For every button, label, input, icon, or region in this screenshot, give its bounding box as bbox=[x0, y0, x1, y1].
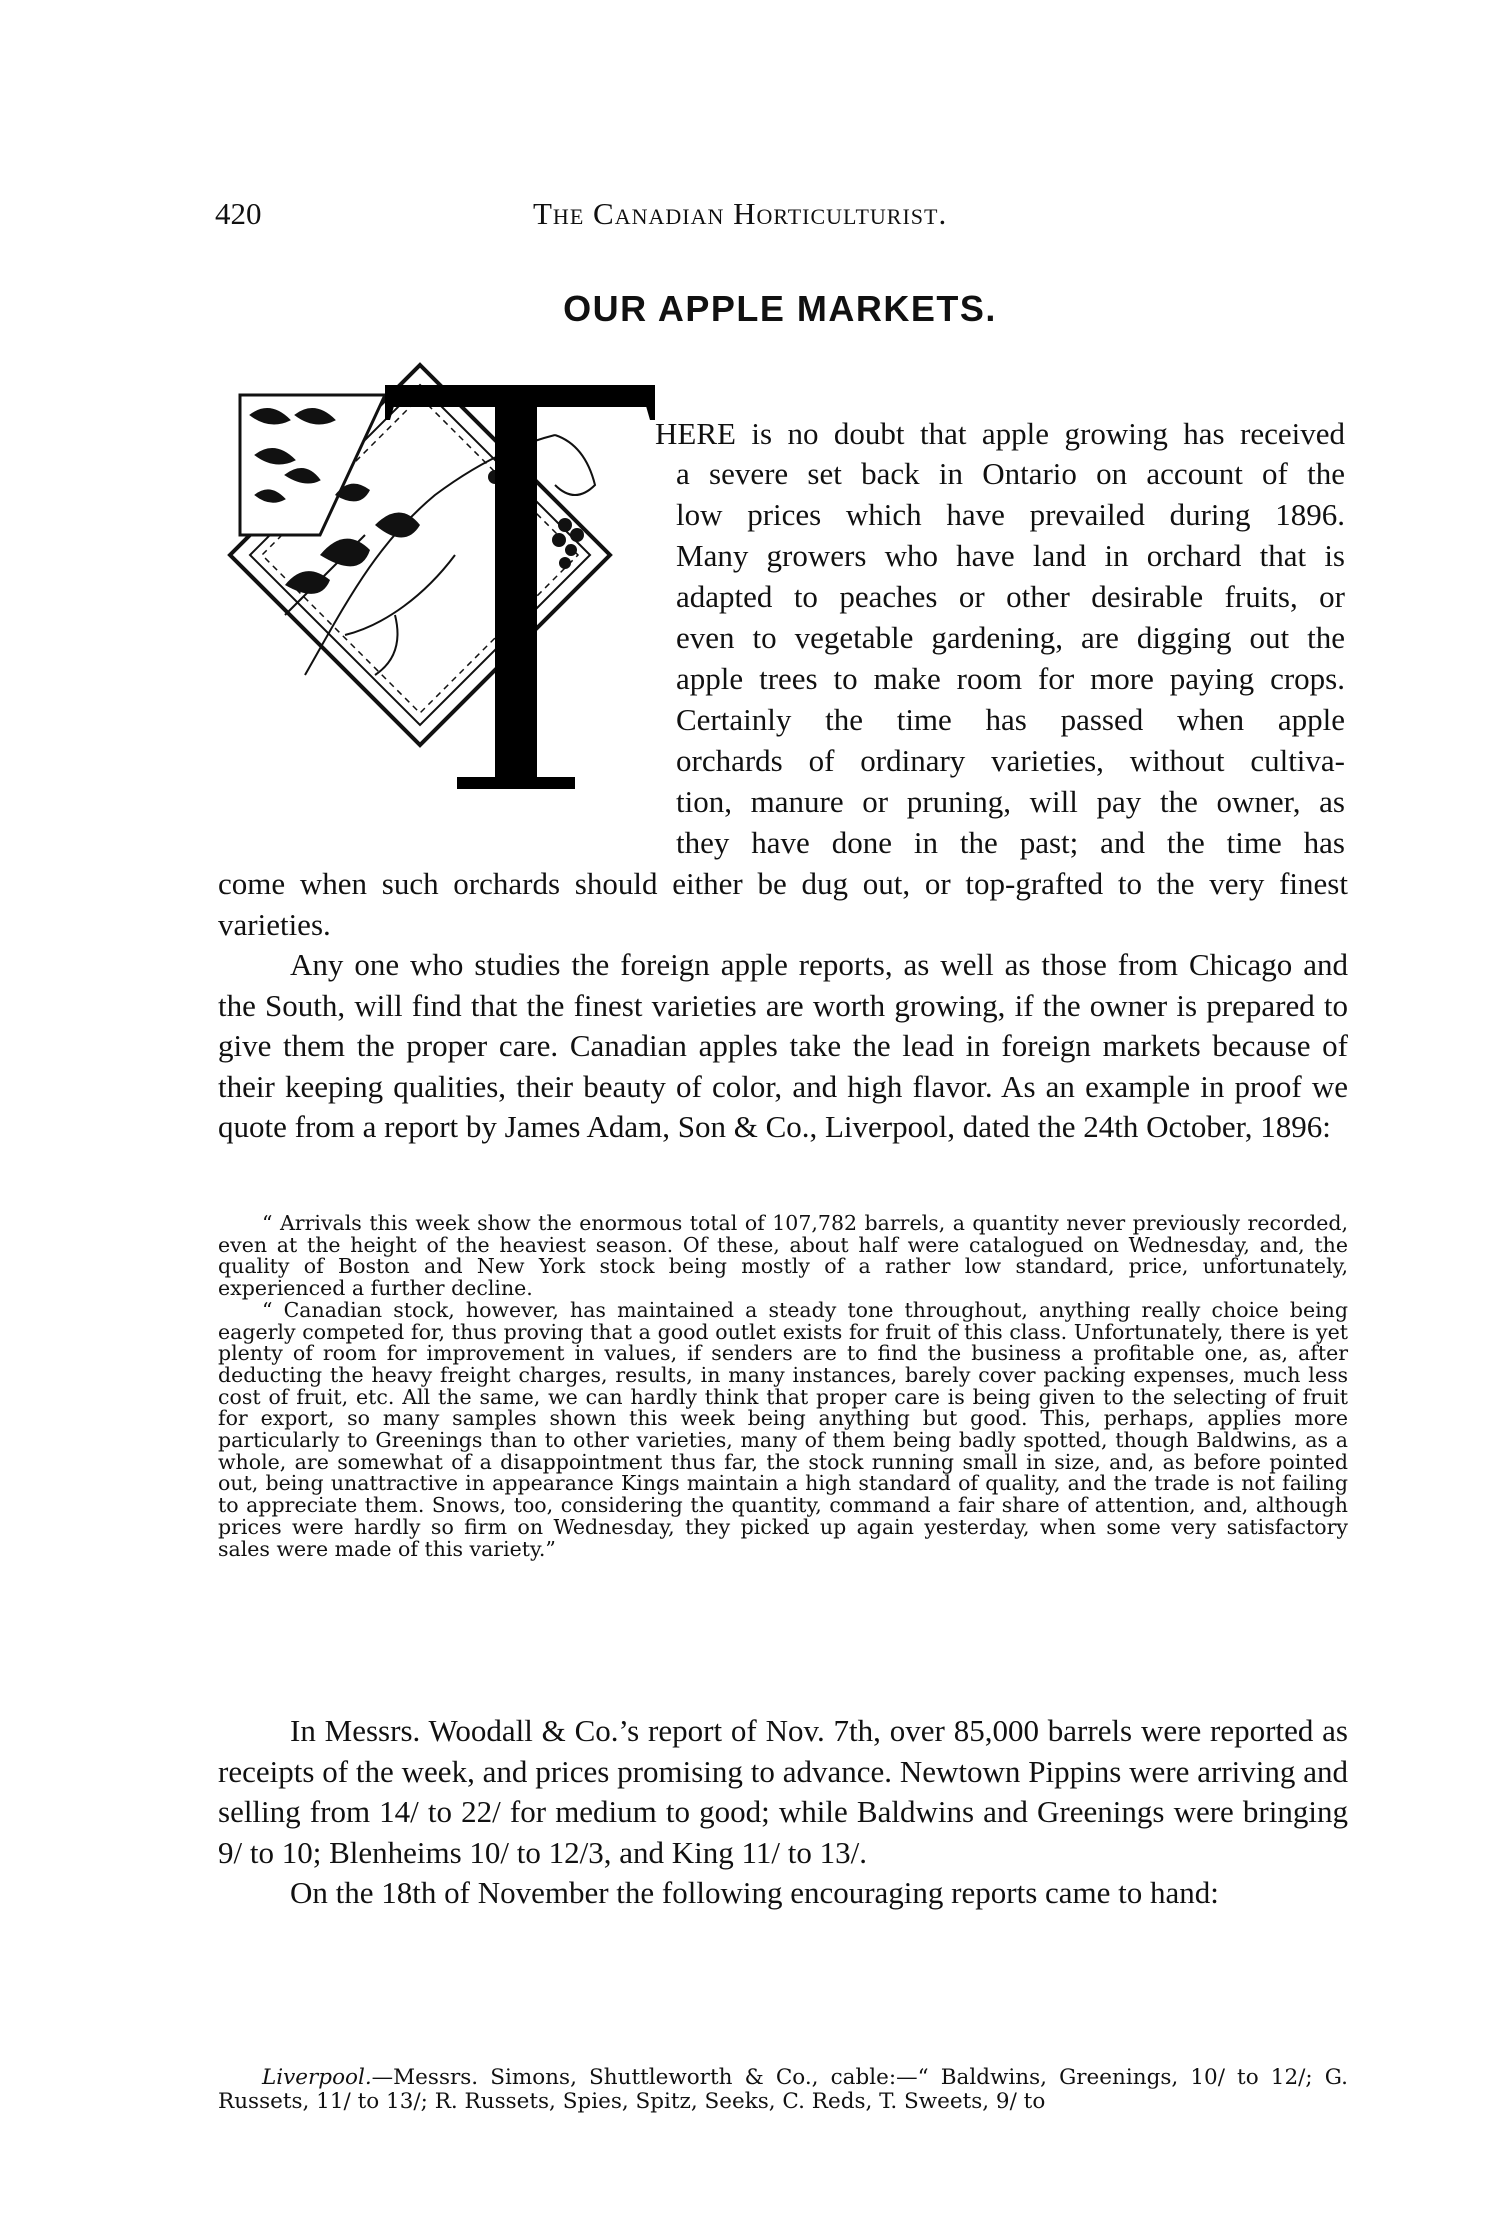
paragraph-3: In Messrs. Woodall & Co.’s report of Nov. 7th, over 85,000 barrels were reported as receipts of the week, and prices promising to advance. Newtown Pippins were arriving and selling from 14/ to 22/ for medium to good; while Baldwins and Greenings were bringing 9/ to 10; Blenheims 10/ to 12/3, and King 11/ to 13/. bbox=[218, 1713, 1348, 1870]
running-header bbox=[215, 196, 1345, 240]
quote-text: —Messrs. Simons, Shuttleworth & Co., cable:—“ Baldwins, Greenings, 10/ to 12/; G. Russets, 11/ to 13/; R. Russets, Spies, Spitz, Seeks, C. Reds, T. Sweets, 9/ to bbox=[218, 2065, 1348, 2114]
leaf-panel bbox=[240, 395, 385, 535]
paragraph-4: On the 18th of November the following encouraging reports came to hand: bbox=[290, 1875, 1219, 1910]
lead-line: HERE is no doubt that apple growing has received bbox=[655, 416, 1345, 451]
lead-line: adapted to peaches or other desirable fruits, or bbox=[676, 579, 1345, 614]
lead-line: low prices which have prevailed during 1896. bbox=[676, 497, 1345, 532]
body-section-1 bbox=[218, 864, 1348, 1148]
article-title: OUR APPLE MARKETS. bbox=[563, 288, 997, 329]
lead-line: a severe set back in Ontario on account of the bbox=[676, 456, 1345, 491]
body-section-2 bbox=[218, 1711, 1348, 1914]
quoted-report-2 bbox=[218, 2066, 1348, 2114]
quote-paragraph-1: “ Arrivals this week show the enormous total of 107,782 barrels, a quantity never previously recorded, even at the height of the heaviest season. Of these, about half were catalogued on Wednesday, and, the quality of Boston and New York stock being mostly of a rather low standard, price, unfortunately, experienced a further decline. bbox=[218, 1211, 1348, 1301]
lead-line: they have done in the past; and the time has bbox=[676, 825, 1345, 860]
lead-line: tion, manure or pruning, will pay the owner, as bbox=[676, 784, 1345, 819]
page-number: 420 bbox=[215, 196, 262, 231]
lead-line: Certainly the time has passed when apple bbox=[676, 702, 1345, 737]
paragraph-2: Any one who studies the foreign apple reports, as well as those from Chicago and the South, will find that the finest varieties are worth growing, if the owner is prepared to give them the proper care. Canadian apples take the lead in foreign markets because of their keeping qualities, their beauty of color, and high flavor. As an example in proof we quote from a report by James Adam, Son & Co., Liverpool, dated the 24th October, 1896: bbox=[218, 947, 1348, 1144]
lead-line: apple trees to make room for more paying crops. bbox=[676, 661, 1345, 696]
running-title: The Canadian Horticulturist. bbox=[533, 196, 948, 231]
lead-line: even to vegetable gardening, are digging out the bbox=[676, 620, 1345, 655]
quote-paragraph-2: “ Canadian stock, however, has maintained a steady tone throughout, anything really choice being eagerly competed for, thus proving that a good outlet exists for fruit of this class. Unfortunately, there is yet plenty of room for improvement in values, if senders are to find the business a profitable one, as, after deducting the heavy freight charges, results, in many instances, barely cover packing expenses, much less cost of fruit, etc. All the same, we can hardly think that proper care is being given to the selecting of fruit for export, so many samples shown this week being anything but good. This, perhaps, applies more particularly to Greenings than to other varieties, many of them being badly spotted, though Baldwins, as a whole, are somewhat of a disappointment thus far, the stock running small in size, and, as before pointed out, being unattractive in appearance Kings maintain a high standard of quality, and the trade is not failing to appreciate them. Snows, too, considering the quantity, command a fair share of attention, and, although prices were hardly so firm on Wednesday, they picked up again yesterday, when some very satisfactory sales were made of this variety.” bbox=[218, 1297, 1348, 1561]
ornamental-initial-illustration bbox=[225, 345, 655, 830]
quote-place: Liverpool. bbox=[262, 2065, 372, 2090]
lead-line: orchards of ordinary varieties, without cultiva- bbox=[676, 743, 1345, 778]
drop-cap-text: T bbox=[225, 345, 226, 346]
lead-line: Many growers who have land in orchard that is bbox=[676, 538, 1345, 573]
lead-continuation: come when such orchards should either be dug out, or top-grafted to the very finest varieties. bbox=[218, 866, 1348, 942]
quoted-report-1 bbox=[218, 1213, 1348, 1560]
